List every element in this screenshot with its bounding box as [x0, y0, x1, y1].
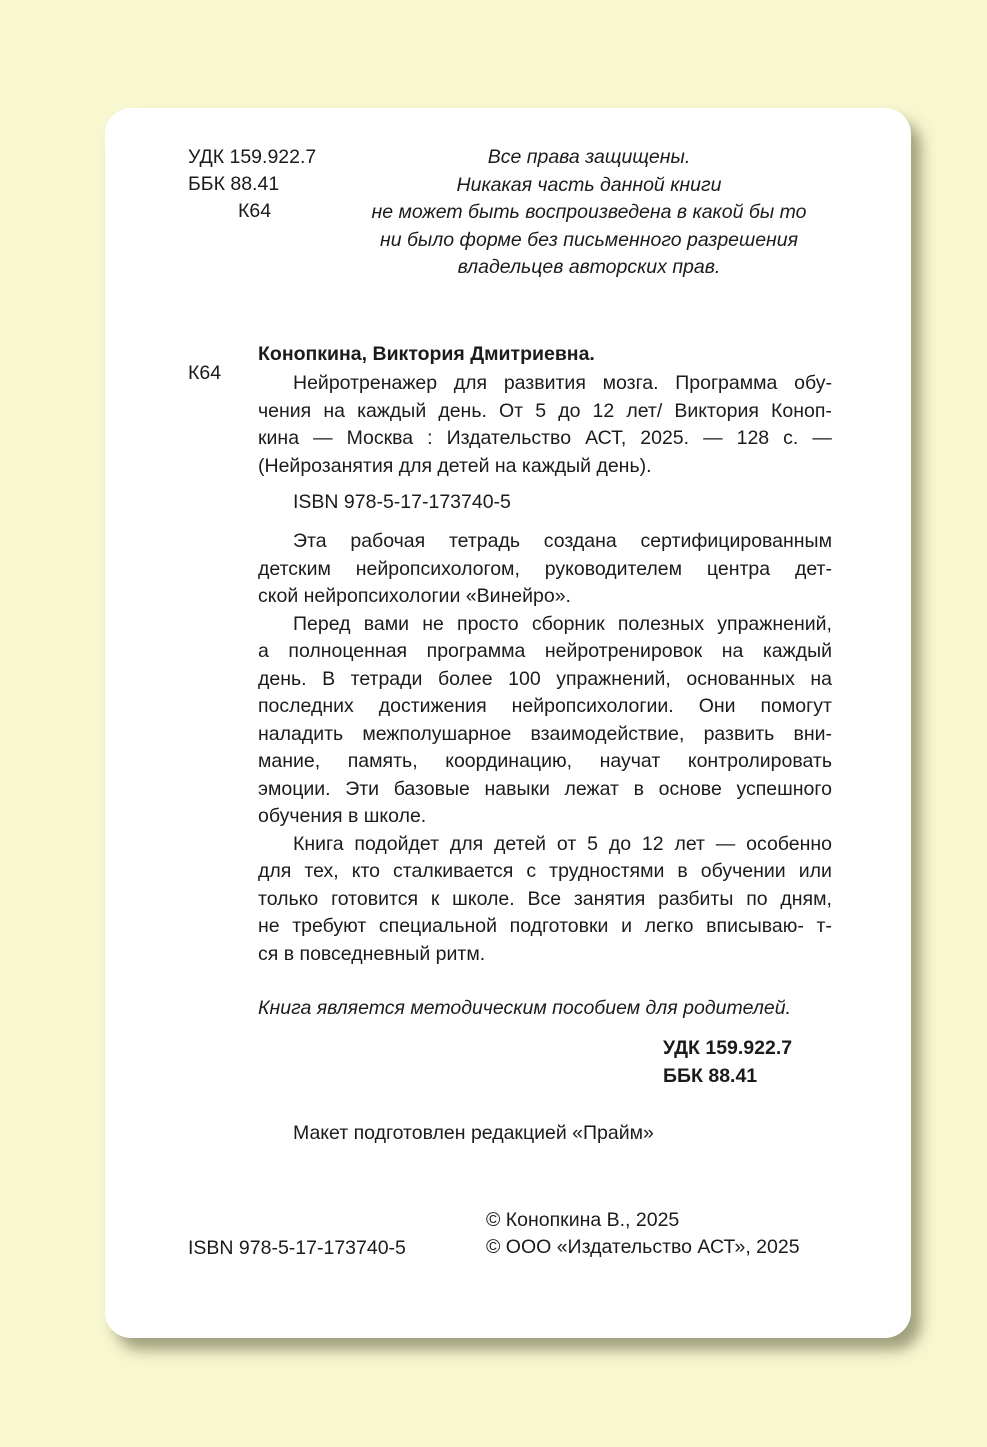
word: разбиты [658, 887, 734, 910]
word: наладить [258, 722, 344, 745]
word: развить [703, 722, 775, 745]
bibliographic-description [258, 370, 832, 480]
word: Книга [293, 832, 344, 855]
word: до [608, 832, 632, 855]
word: на [721, 640, 744, 662]
word: координацию, [445, 750, 573, 772]
word: руководителем [544, 557, 683, 580]
word: основанных [686, 667, 795, 690]
word: контролировать [687, 750, 832, 772]
paragraph [258, 831, 832, 969]
word: каждый [762, 640, 832, 662]
isbn-bottom: ISBN 978-5-17-173740-5 [188, 1237, 406, 1259]
word: упражнений, [717, 612, 832, 635]
word: — [812, 427, 832, 449]
text-line [258, 913, 832, 941]
copyright-notice-line: владельцев авторских прав. [457, 256, 721, 278]
word: обучении [700, 860, 786, 882]
word: рабочая [350, 530, 426, 552]
word: подойдет [354, 832, 440, 855]
bbk-code: ББК 88.41 [188, 173, 280, 195]
word: обучения в школе. [258, 805, 427, 827]
word: В [322, 667, 336, 690]
author-mark: К64 [238, 200, 272, 222]
word: — [715, 832, 736, 855]
word: создана [543, 530, 617, 552]
author-mark-side: К64 [188, 362, 222, 384]
word: достижения [378, 695, 487, 717]
isbn-record: ISBN 978-5-17-173740-5 [293, 491, 511, 513]
copyright-notice [323, 144, 855, 282]
word: АСТ, [585, 427, 627, 449]
word: день. [438, 399, 487, 422]
word: ской нейропсихологии «Винейро». [258, 585, 571, 607]
paragraph [258, 611, 832, 831]
methodical-note: Книга является методическим пособием для родителей. [258, 997, 791, 1019]
text-line [258, 776, 832, 804]
word: 12 [592, 399, 615, 422]
word: взаимодействие, [530, 722, 685, 745]
copyright-notice-line: Все права защищены. [487, 146, 691, 168]
word: каждый [357, 399, 427, 422]
udk-code-bottom: УДК 159.922.7 [663, 1037, 793, 1059]
word: (Нейрозанятия для детей на каждый день). [258, 454, 652, 477]
word: — [313, 427, 333, 449]
word: нейропсихологом, [355, 557, 520, 580]
word: тех, [304, 860, 339, 882]
word: до [558, 399, 581, 422]
word: основе [658, 777, 722, 800]
word: нейропсихологии. [511, 695, 674, 717]
word: тетрадь [448, 530, 521, 552]
copyright-publisher: © ООО «Издательство АСТ», 2025 [486, 1236, 800, 1258]
word: мание, [258, 750, 321, 772]
text-line [258, 831, 832, 859]
word: базовые [393, 777, 470, 800]
word: полноценная [288, 640, 408, 662]
word: помогут [760, 695, 832, 717]
text-line [258, 583, 832, 611]
word: на [810, 667, 832, 690]
text-line [258, 721, 832, 749]
word: по [746, 887, 768, 910]
text-line [258, 556, 832, 584]
word: для [449, 832, 484, 855]
word: Они [698, 695, 736, 717]
word: Издательство [446, 427, 572, 449]
word: в [633, 777, 644, 800]
word: нейротренировок [544, 640, 703, 662]
word: школе. [452, 887, 515, 910]
word: сталкивается [393, 860, 514, 882]
word: 5 [535, 399, 547, 422]
text-line [258, 638, 832, 666]
text-line [258, 886, 832, 914]
word: вни- [793, 722, 832, 745]
word: готовится [331, 887, 419, 910]
word: дням, [780, 887, 832, 910]
annotation [258, 528, 832, 968]
word: специальной [378, 915, 498, 937]
text-line [258, 370, 832, 398]
word: эмоции. [258, 777, 331, 800]
imprint-page [105, 108, 911, 1338]
word: детей [494, 832, 547, 855]
word: к [430, 887, 440, 910]
word: в [677, 860, 688, 882]
word: на [323, 399, 345, 422]
word: лежат [564, 777, 619, 800]
word: программа [426, 640, 526, 662]
paragraph [258, 528, 832, 611]
word: мозга. [602, 372, 659, 394]
word: или [798, 860, 832, 882]
word: для [258, 860, 292, 882]
word: ся в повседневный ритм. [258, 942, 486, 965]
text-line [258, 666, 832, 694]
word: 12 [641, 832, 664, 855]
word: научат [599, 750, 661, 772]
word: 100 [508, 667, 541, 690]
word: последних [258, 695, 354, 717]
word: 128 [736, 427, 770, 449]
word: вами [363, 612, 410, 635]
word: легко [644, 915, 694, 937]
word: лет [674, 832, 705, 855]
text-line [258, 528, 832, 556]
copyright-notice-line: не может быть воспроизведена в какой бы то [371, 201, 807, 223]
udk-code: УДК 159.922.7 [188, 146, 317, 168]
text-line [258, 453, 832, 481]
word: лет/ [626, 399, 663, 422]
word: тетради [350, 667, 423, 690]
text-line [258, 941, 832, 969]
word: только [258, 887, 319, 910]
word: межполушарное [362, 722, 512, 745]
text-line [258, 748, 832, 776]
word: упражнений, [556, 667, 671, 690]
word: кина [258, 427, 300, 449]
word: 5 [587, 832, 598, 855]
word: Виктория [674, 399, 759, 422]
word: полезных [617, 612, 705, 635]
word: От [499, 399, 524, 422]
text-line [258, 693, 832, 721]
word: кто [351, 860, 380, 882]
word: а [258, 640, 269, 662]
word: подготовки [509, 915, 609, 937]
word: чения [258, 399, 312, 422]
word: особенно [746, 832, 832, 855]
word: сборник [531, 612, 605, 635]
word: требуют [292, 915, 367, 937]
copyright-notice-line: ни было форме без письменного разрешения [379, 228, 799, 251]
paragraph [258, 370, 832, 480]
word: 2025. [640, 427, 690, 449]
copyright-notice-line: Никакая часть данной книги [456, 173, 722, 196]
word: Нейротренажер [293, 372, 438, 394]
word: обу- [794, 372, 832, 394]
word: детским [258, 557, 331, 580]
word: трудностями [549, 860, 665, 882]
word: просто [457, 612, 519, 635]
word: более [437, 667, 493, 690]
word: Программа [675, 372, 778, 394]
word: успешного [736, 777, 832, 800]
word: развития [503, 372, 586, 394]
word: не [422, 612, 444, 635]
author-name: Конопкина, Виктория Дмитриевна. [258, 343, 595, 365]
word: с. [783, 427, 799, 449]
word: с [526, 860, 537, 882]
word: навыки [484, 777, 550, 800]
word: Эти [345, 777, 380, 800]
word: занятия [573, 887, 646, 910]
copyright-author: © Конопкина В., 2025 [486, 1209, 680, 1231]
word: для [453, 372, 488, 394]
text-line [258, 803, 832, 831]
word: — [703, 427, 723, 449]
word: Перед [293, 612, 351, 635]
text-line [258, 398, 832, 426]
word: Все [527, 887, 562, 910]
word: сертифицированным [640, 530, 832, 552]
word: день. [258, 667, 307, 690]
word: от [556, 832, 577, 855]
word: и [621, 915, 632, 937]
word: память, [347, 750, 418, 772]
word: Коноп- [771, 399, 832, 422]
word: Москва [346, 427, 414, 449]
text-line [258, 611, 832, 639]
layout-credit: Макет подготовлен редакцией «Прайм» [293, 1122, 654, 1144]
bbk-code-bottom: ББК 88.41 [663, 1065, 758, 1087]
word: дет- [794, 557, 832, 580]
word: Эта [293, 530, 327, 552]
word: не [258, 915, 280, 937]
word: центра [706, 557, 771, 580]
word: : [427, 427, 433, 449]
word: т- [816, 915, 832, 937]
word: вписываю- [706, 915, 804, 937]
text-line [258, 425, 832, 453]
text-line [258, 858, 832, 886]
